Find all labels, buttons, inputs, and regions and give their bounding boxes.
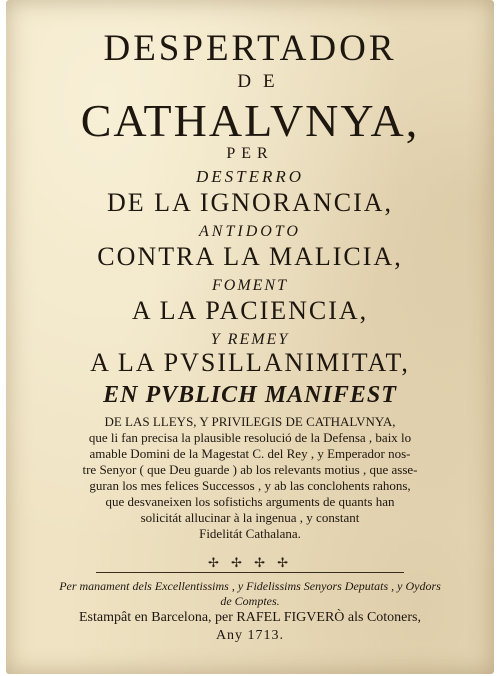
body-paragraph (24, 414, 476, 542)
title-pusillanimitat: A LA PVSILLANIMITAT, (90, 348, 410, 377)
title-desterro: DESTERRO (195, 167, 305, 186)
title-cathalunya: CATHALVNYA, (80, 95, 420, 146)
ornament-divider: ✢ ✢ ✢ ✢ (208, 556, 292, 571)
imprint-authority: Per manament dels Excellentissims , y Fidelissims Senyors Deputats , y Oydors (59, 579, 441, 593)
title-y-remey: Y REMEY (210, 331, 290, 348)
body-line: Fidelitát Cathalana. (199, 526, 301, 541)
horizontal-rule (96, 572, 404, 573)
imprint-comptes: de Comptes. (220, 594, 280, 608)
title-paciencia: A LA PACIENCIA, (131, 296, 369, 325)
imprint-year: Any 1713. (215, 628, 285, 643)
body-line: solicitát allucinar à la ingenua , y constant (140, 510, 360, 525)
title-malicia: CONTRA LA MALICIA, (97, 242, 403, 271)
title-publich-manifest: EN PVBLICH MANIFEST (103, 382, 397, 408)
body-line: amable Domini de la Magestat C. del Rey , y Emperador nos- (89, 446, 411, 461)
title-ignorancia: DE LA IGNORANCIA, (106, 188, 394, 217)
body-line: DE LAS LLEYS, Y PRIVILEGIS DE CATHALVNYA, (104, 414, 396, 429)
body-line: que desvaneixen los sofistichs arguments de quants han (105, 494, 395, 509)
title-foment: FOMENT (212, 277, 288, 294)
body-line: guran los mes felices Successos , y ab las conclohents rahons, (89, 478, 411, 493)
body-line: tre Senyor ( que Deu guarde ) ab los relevants motius , que asse- (82, 462, 418, 477)
title-antidoto: ANTIDOTO (199, 223, 301, 240)
body-line: que li fan precisa la plausible resolució de la Defensa , baix lo (88, 430, 412, 445)
title-de: DE (237, 71, 287, 92)
title-page (6, 0, 494, 674)
title-despertador: DESPERTADOR (103, 28, 397, 69)
imprint-printer: Estampât en Barcelona, per RAFEL FIGVERÒ als Cotoners, (78, 610, 422, 625)
title-per: PER (226, 145, 274, 162)
